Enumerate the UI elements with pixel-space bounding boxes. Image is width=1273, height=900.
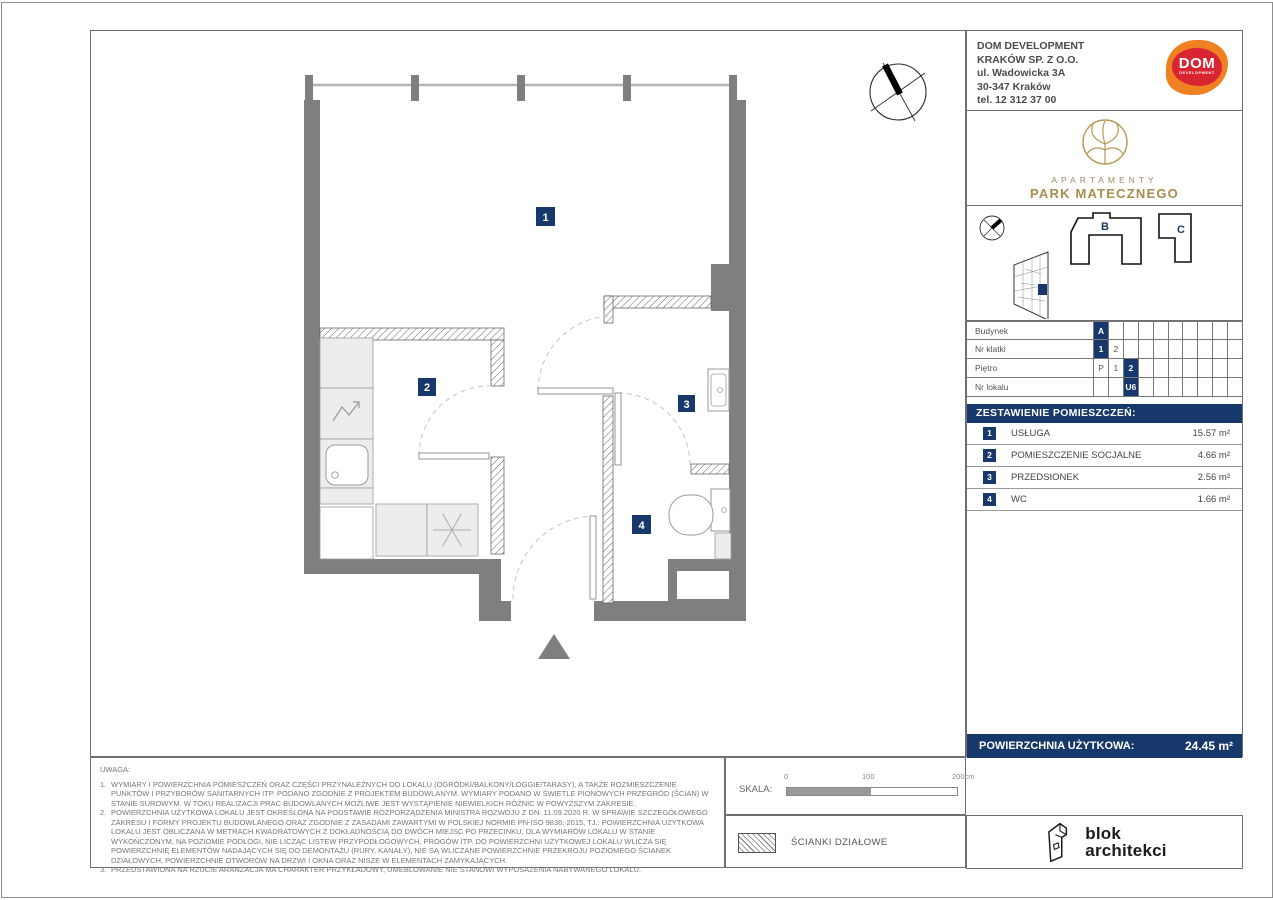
building-c-label: C <box>1177 224 1185 236</box>
rooms-list <box>967 423 1242 511</box>
building-b-label: B <box>1101 221 1109 233</box>
site-compass-icon <box>980 216 1004 240</box>
unit-info-label: Nr lokalu <box>975 382 1009 392</box>
unit-info-cell <box>1168 322 1183 339</box>
unit-info-cell <box>1182 359 1197 377</box>
unit-info-cell <box>1153 359 1168 377</box>
unit-info-cell <box>1227 378 1242 396</box>
brand-apartamenty: APARTAMENTY <box>1051 175 1158 185</box>
blok-architekci-icon <box>1042 819 1076 865</box>
unit-info-cell <box>1197 359 1212 377</box>
room-area: 1.66 m² <box>1197 494 1230 505</box>
room-2-badge: 2 <box>423 382 431 394</box>
unit-info-cell <box>1168 340 1183 358</box>
developer-section <box>967 31 1242 111</box>
unit-info-cell <box>1168 359 1183 377</box>
unit-info-cell <box>1168 378 1183 396</box>
room-name: USŁUGA <box>1011 428 1051 439</box>
unit-info-cell <box>1212 378 1227 396</box>
floorplan-svg <box>91 31 967 758</box>
unit-info-cell <box>1123 340 1138 358</box>
room-list-row <box>967 467 1242 489</box>
room-area: 2.56 m² <box>1197 472 1230 483</box>
unit-info-cell <box>1227 322 1242 339</box>
room-3-badge: 3 <box>683 399 690 411</box>
room-name: PRZEDSIONEK <box>1011 472 1080 483</box>
washbasin-icon <box>708 369 729 411</box>
room-4-badge: 4 <box>638 520 645 532</box>
unit-info-cell <box>1138 340 1153 358</box>
room-list-row <box>967 445 1242 467</box>
unit-info-cell <box>1138 378 1153 396</box>
unit-info-label: Nr klatki <box>975 344 1006 354</box>
unit-info-row <box>967 340 1242 359</box>
unit-info-row <box>967 321 1242 340</box>
dom-development-logo: DOM DEVELOPMENT <box>1166 40 1228 95</box>
unit-info-cell <box>1182 378 1197 396</box>
brand-section <box>967 111 1242 206</box>
rooms-summary-header: ZESTAWIENIE POMIESZCZEŃ: <box>967 404 1242 423</box>
building-a-miniplan <box>1014 252 1048 319</box>
unit-info-cell: A <box>1093 322 1108 339</box>
total-area-value: 24.45 m² <box>1184 739 1233 753</box>
room-number-badge: 4 <box>983 493 996 506</box>
total-area-bar <box>967 734 1242 758</box>
unit-info-cell <box>1138 322 1153 339</box>
scale-box <box>725 757 975 815</box>
window-facade <box>305 75 737 101</box>
room-badges <box>418 207 695 534</box>
unit-info-cell <box>1153 340 1168 358</box>
scale-tick-0: 0 <box>784 772 789 781</box>
partition-walls <box>320 296 729 603</box>
developer-address: DOM DEVELOPMENT KRAKÓW SP. Z O.O. ul. Wadowicka 3A 30-347 Kraków tel. 12 312 37 00 <box>977 40 1085 106</box>
wall-niche-wc <box>677 571 729 599</box>
room-area: 15.57 m² <box>1192 428 1230 439</box>
drawing-area <box>90 30 966 757</box>
note-item: 2. POWIERZCHNIA UŻYTKOWA LOKALU JEST OKREŚLONA NA PODSTAWIE ROZPORZĄDZENIA MINISTRA ROZWOJU Z DN. 11.09.2020 R. W SPRAWIE SZCZEGÓŁOWEGO ZAKRESU I FORMY PROJEKTU BUDOWLANEGO ORAZ ZGODNIE Z ZASADAMI ZAWARTYMI W POLSKIEJ NORMIE PN-ISO 9836: 2015, TJ.: POWIERZCHNIA UŻYTKOWA LOKALU JEST OBLICZANA W METRACH KWADRATOWYCH Z DOKŁADNOŚCIĄ DO DWÓCH MIEJSC PO PRZECINKU, DLA WYMIARÓW LOKALU W STANIE WYKOŃCZONYM, NA POZIOMIE PODŁOGI, NIE LICZĄC LISTEW PRZYPODŁOGOWYCH, PROGÓW ITP. DO POWIERZCHNI UŻYTKOWEJ LOKALU WLICZA SIĘ POWIERZCHNIĘ ELEMENTÓW NADAJĄCYCH SIĘ DO DEMONTAŻU (RURY, KANAŁY), NIE SĄ WLICZANE POWIERZCHNIE PRZEKROJU POZIOMEGO ŚCIANEK DZIAŁOWYCH, POWIERZCHNIE OTWORÓW NA DRZWI I OKNA ORAZ NISZE W ELEMENTACH ZAMYKAJĄCYCH. <box>100 808 708 865</box>
room-name: WC <box>1011 494 1027 505</box>
unit-info-label: Piętro <box>975 363 998 373</box>
unit-info-cell <box>1153 322 1168 339</box>
note-item: 3. PRZEDSTAWIONA NA RZUCIE ARANŻACJA MA CHARAKTER PRZYKŁADOWY, UMEBLOWANIE NIE STANOWI WYPOSAŻENIA NABYWANEGO LOKALU. <box>100 865 642 874</box>
scale-tick-200: 200cm <box>952 772 975 781</box>
unit-info-label: Budynek <box>975 326 1009 336</box>
unit-info-cell <box>1227 340 1242 358</box>
unit-info-cell <box>1197 322 1212 339</box>
unit-info-cell <box>1138 359 1153 377</box>
room-list-row <box>967 489 1242 511</box>
unit-info-cell <box>1182 340 1197 358</box>
unit-info-cell <box>1212 340 1227 358</box>
compass-icon <box>870 63 926 121</box>
building-c-outline <box>1159 214 1191 262</box>
unit-info-cell <box>1212 359 1227 377</box>
scale-bar <box>786 787 958 796</box>
unit-info-row <box>967 359 1242 378</box>
room-list-row <box>967 423 1242 445</box>
unit-info-cell <box>1182 322 1197 339</box>
room-1-badge: 1 <box>542 212 549 224</box>
room-number-badge: 1 <box>983 427 996 440</box>
unit-info-cell: 1 <box>1108 359 1123 377</box>
unit-info-row <box>967 378 1242 397</box>
unit-info-cell <box>1108 322 1123 339</box>
site-overview-svg <box>967 206 1242 319</box>
notes-box <box>90 757 725 874</box>
room-name: POMIESZCZENIE SOCJALNE <box>1011 450 1142 461</box>
architect-name: blok architekci <box>1085 824 1167 860</box>
brand-park-matecznego: PARK MATECZNEGO <box>1030 186 1179 201</box>
architect-box <box>966 815 1243 869</box>
unit-info-cell <box>1108 378 1123 396</box>
building-b-outline <box>1071 213 1141 264</box>
unit-info-cell: U6 <box>1123 378 1138 396</box>
notes-title: UWAGA: <box>100 765 131 774</box>
unit-info-cell: 2 <box>1123 359 1138 377</box>
unit-info-cell <box>1197 378 1212 396</box>
scale-label: SKALA: <box>739 784 773 795</box>
partition-hatch-swatch <box>738 833 776 853</box>
note-item: 1. WYMIARY I POWIERZCHNIA POMIESZCZEŃ ORAZ CZĘŚCI PRZYNALEŻNYCH DO LOKALU (OGRÓDKI/BALKONY/LOGGIE/TARASY), A TAKŻE ROZMIESZCZENIE PUNKTÓW I PRZYBORÓW SANITARNYCH ITP. PODANO ZGODNIE Z PROJEKTEM BUDOWLANYM. WYMIARY PODANO W ŚWIETLE PIONOWYCH PRZEGRÓD (ŚCIAN) W STANIE SUROWYM. W TOKU REALIZACJI PRAC BUDOWLANYCH MOŻLIWE JEST WYSTĄPIENIE NIEWIELKICH RÓŻNIC W POWYŻSZYM ZAKRESIE. <box>100 779 709 808</box>
room-number-badge: 3 <box>983 471 996 484</box>
room-area: 4.66 m² <box>1197 450 1230 461</box>
site-overview-section <box>967 206 1242 321</box>
room-number-badge: 2 <box>983 449 996 462</box>
unit-info-cell <box>1153 378 1168 396</box>
unit-info-cell <box>1123 322 1138 339</box>
unit-info-cell: 1 <box>1093 340 1108 358</box>
sink-icon <box>326 445 368 485</box>
unit-info-cell <box>1093 378 1108 396</box>
wall-niche-kitchen <box>320 507 373 559</box>
title-block <box>966 30 1243 757</box>
unit-info-cell <box>1227 359 1242 377</box>
unit-info-cell <box>1197 340 1212 358</box>
partition-legend-label: ŚCIANKI DZIAŁOWE <box>791 837 888 848</box>
scale-tick-100: 100 <box>862 772 875 781</box>
toilet-icon <box>669 489 731 559</box>
unit-info-cell: 2 <box>1108 340 1123 358</box>
park-matecznego-tree-icon <box>1080 117 1130 167</box>
unit-info-cell: P <box>1093 359 1108 377</box>
unit-info-cell <box>1212 322 1227 339</box>
unit-info-table <box>967 321 1242 398</box>
total-area-label: POWIERZCHNIA UŻYTKOWA: <box>979 740 1135 752</box>
entrance-arrow-icon <box>538 634 570 659</box>
legend-box <box>725 815 966 868</box>
